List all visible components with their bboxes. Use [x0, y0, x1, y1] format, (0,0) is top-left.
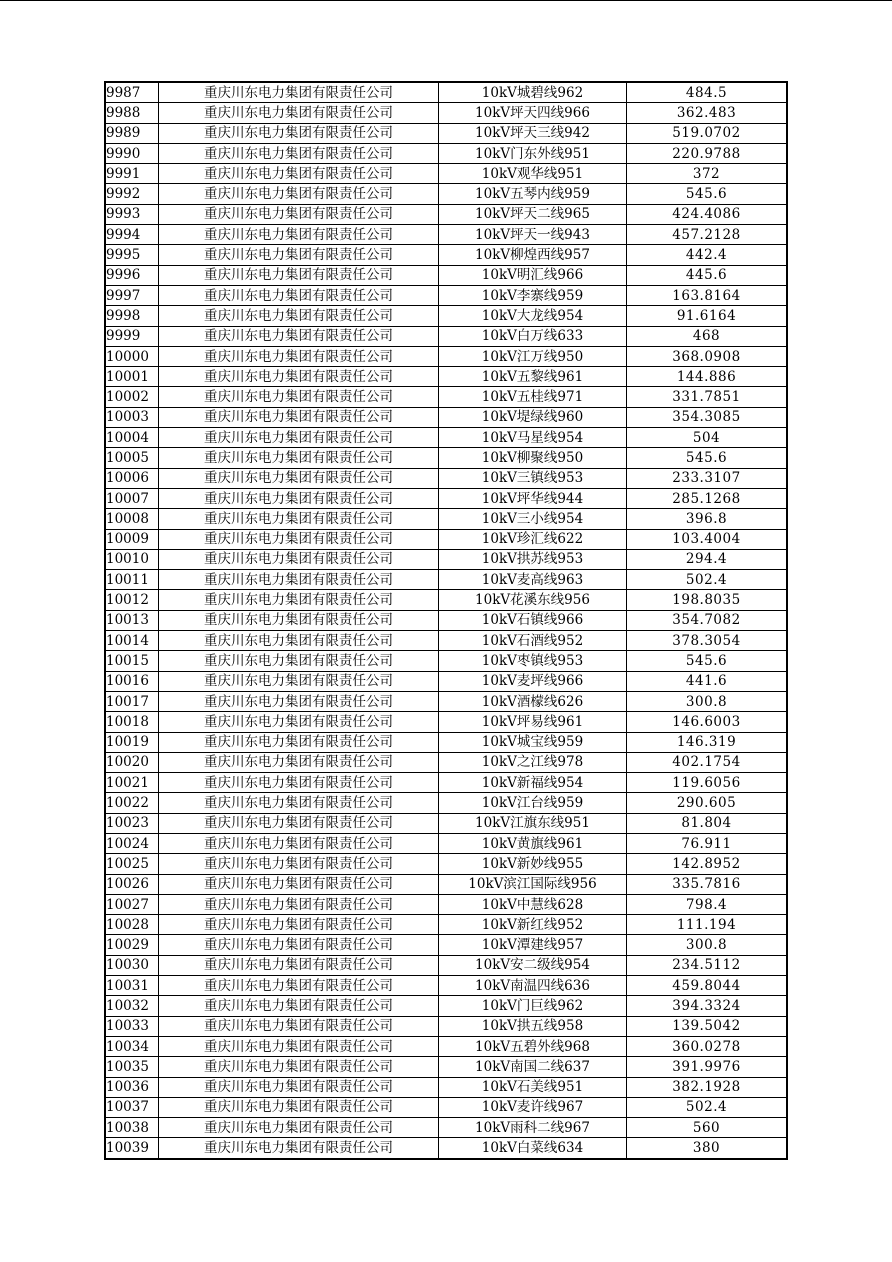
value-cell: 290.605: [627, 793, 788, 813]
line-name-cell: 10kV安二级线954: [439, 955, 627, 975]
company-cell: 重庆川东电力集团有限责任公司: [159, 225, 439, 245]
row-number-cell: 10010: [105, 549, 159, 569]
table-row: [105, 1097, 787, 1117]
line-name-cell: 10kV江万线950: [439, 346, 627, 366]
row-number-cell: 9998: [105, 306, 159, 326]
value-cell: 502.4: [627, 1097, 788, 1117]
company-cell: 重庆川东电力集团有限责任公司: [159, 631, 439, 651]
row-number-cell: 9988: [105, 103, 159, 123]
row-number-cell: 10024: [105, 833, 159, 853]
table-row: [105, 773, 787, 793]
company-cell: 重庆川东电力集团有限责任公司: [159, 955, 439, 975]
table-row: [105, 184, 787, 204]
value-cell: 103.4004: [627, 529, 788, 549]
line-name-cell: 10kV五碧外线968: [439, 1036, 627, 1056]
row-number-cell: 10019: [105, 732, 159, 752]
company-cell: 重庆川东电力集团有限责任公司: [159, 976, 439, 996]
value-cell: 459.8044: [627, 976, 788, 996]
row-number-cell: 9989: [105, 123, 159, 143]
line-name-cell: 10kV中慧线628: [439, 894, 627, 914]
value-cell: 331.7851: [627, 387, 788, 407]
table-row: [105, 103, 787, 123]
company-cell: 重庆川东电力集团有限责任公司: [159, 1057, 439, 1077]
row-number-cell: 10015: [105, 651, 159, 671]
table-row: [105, 204, 787, 224]
company-cell: 重庆川东电力集团有限责任公司: [159, 752, 439, 772]
line-name-cell: 10kV新妙线955: [439, 854, 627, 874]
value-cell: 798.4: [627, 894, 788, 914]
value-cell: 382.1928: [627, 1077, 788, 1097]
company-cell: 重庆川东电力集团有限责任公司: [159, 996, 439, 1016]
line-name-cell: 10kV三镇线953: [439, 468, 627, 488]
row-number-cell: 10036: [105, 1077, 159, 1097]
company-cell: 重庆川东电力集团有限责任公司: [159, 367, 439, 387]
company-cell: 重庆川东电力集团有限责任公司: [159, 1036, 439, 1056]
company-cell: 重庆川东电力集团有限责任公司: [159, 488, 439, 508]
company-cell: 重庆川东电力集团有限责任公司: [159, 732, 439, 752]
company-cell: 重庆川东电力集团有限责任公司: [159, 691, 439, 711]
line-name-cell: 10kV珍汇线622: [439, 529, 627, 549]
line-name-cell: 10kV之江线978: [439, 752, 627, 772]
row-number-cell: 9999: [105, 326, 159, 346]
line-name-cell: 10kV麦坪线966: [439, 671, 627, 691]
table-row: [105, 488, 787, 508]
row-number-cell: 10005: [105, 448, 159, 468]
value-cell: 545.6: [627, 448, 788, 468]
value-cell: 111.194: [627, 915, 788, 935]
line-name-cell: 10kV五琴内线959: [439, 184, 627, 204]
value-cell: 424.4086: [627, 204, 788, 224]
table-row: [105, 752, 787, 772]
company-cell: 重庆川东电力集团有限责任公司: [159, 407, 439, 427]
value-cell: 233.3107: [627, 468, 788, 488]
table-row: [105, 976, 787, 996]
value-cell: 335.7816: [627, 874, 788, 894]
company-cell: 重庆川东电力集团有限责任公司: [159, 813, 439, 833]
value-cell: 502.4: [627, 570, 788, 590]
company-cell: 重庆川东电力集团有限责任公司: [159, 894, 439, 914]
table-row: [105, 671, 787, 691]
row-number-cell: 9994: [105, 225, 159, 245]
value-cell: 146.6003: [627, 712, 788, 732]
table-row: [105, 468, 787, 488]
company-cell: 重庆川东电力集团有限责任公司: [159, 1138, 439, 1159]
value-cell: 402.1754: [627, 752, 788, 772]
line-name-cell: 10kV门巨线962: [439, 996, 627, 1016]
line-name-cell: 10kV观华线951: [439, 164, 627, 184]
value-cell: 468: [627, 326, 788, 346]
value-cell: 360.0278: [627, 1036, 788, 1056]
table-row: [105, 1016, 787, 1036]
value-cell: 368.0908: [627, 346, 788, 366]
value-cell: 354.3085: [627, 407, 788, 427]
row-number-cell: 9993: [105, 204, 159, 224]
line-name-cell: 10kV五桂线971: [439, 387, 627, 407]
row-number-cell: 10028: [105, 915, 159, 935]
row-number-cell: 9990: [105, 143, 159, 163]
row-number-cell: 10037: [105, 1097, 159, 1117]
line-name-cell: 10kV城碧线962: [439, 82, 627, 103]
line-name-cell: 10kV柳煌西线957: [439, 245, 627, 265]
table-row: [105, 874, 787, 894]
line-name-cell: 10kV新红线952: [439, 915, 627, 935]
company-cell: 重庆川东电力集团有限责任公司: [159, 245, 439, 265]
line-name-cell: 10kV江旗东线951: [439, 813, 627, 833]
table-row: [105, 935, 787, 955]
line-name-cell: 10kV花溪东线956: [439, 590, 627, 610]
table-row: [105, 610, 787, 630]
company-cell: 重庆川东电力集团有限责任公司: [159, 265, 439, 285]
company-cell: 重庆川东电力集团有限责任公司: [159, 448, 439, 468]
row-number-cell: 10002: [105, 387, 159, 407]
company-cell: 重庆川东电力集团有限责任公司: [159, 123, 439, 143]
company-cell: 重庆川东电力集团有限责任公司: [159, 570, 439, 590]
table-row: [105, 326, 787, 346]
table-row: [105, 245, 787, 265]
row-number-cell: 10014: [105, 631, 159, 651]
row-number-cell: 10012: [105, 590, 159, 610]
value-cell: 445.6: [627, 265, 788, 285]
table-row: [105, 590, 787, 610]
value-cell: 144.886: [627, 367, 788, 387]
row-number-cell: 10013: [105, 610, 159, 630]
table-row: [105, 1118, 787, 1138]
value-cell: 220.9788: [627, 143, 788, 163]
line-name-cell: 10kV潭建线957: [439, 935, 627, 955]
line-name-cell: 10kV拱五线958: [439, 1016, 627, 1036]
table-row: [105, 793, 787, 813]
value-cell: 504: [627, 428, 788, 448]
row-number-cell: 9997: [105, 285, 159, 305]
line-name-cell: 10kV堤绿线960: [439, 407, 627, 427]
table-body: [105, 82, 787, 1159]
table-row: [105, 854, 787, 874]
company-cell: 重庆川东电力集团有限责任公司: [159, 854, 439, 874]
value-cell: 163.8164: [627, 285, 788, 305]
company-cell: 重庆川东电力集团有限责任公司: [159, 82, 439, 103]
line-name-cell: 10kV拱苏线953: [439, 549, 627, 569]
value-cell: 484.5: [627, 82, 788, 103]
table-row: [105, 407, 787, 427]
company-cell: 重庆川东电力集团有限责任公司: [159, 285, 439, 305]
line-name-cell: 10kV石美线951: [439, 1077, 627, 1097]
table-row: [105, 164, 787, 184]
table-row: [105, 894, 787, 914]
table-row: [105, 448, 787, 468]
line-name-cell: 10kV五黎线961: [439, 367, 627, 387]
line-name-cell: 10kV石酒线952: [439, 631, 627, 651]
company-cell: 重庆川东电力集团有限责任公司: [159, 1118, 439, 1138]
line-name-cell: 10kV雨科二线967: [439, 1118, 627, 1138]
line-name-cell: 10kV坪易线961: [439, 712, 627, 732]
row-number-cell: 10022: [105, 793, 159, 813]
line-name-cell: 10kV黄旗线961: [439, 833, 627, 853]
row-number-cell: 10030: [105, 955, 159, 975]
company-cell: 重庆川东电力集团有限责任公司: [159, 387, 439, 407]
row-number-cell: 9996: [105, 265, 159, 285]
value-cell: 560: [627, 1118, 788, 1138]
company-cell: 重庆川东电力集团有限责任公司: [159, 915, 439, 935]
company-cell: 重庆川东电力集团有限责任公司: [159, 346, 439, 366]
company-cell: 重庆川东电力集团有限责任公司: [159, 509, 439, 529]
row-number-cell: 10038: [105, 1118, 159, 1138]
table-row: [105, 732, 787, 752]
table-row: [105, 529, 787, 549]
company-cell: 重庆川东电力集团有限责任公司: [159, 164, 439, 184]
row-number-cell: 10004: [105, 428, 159, 448]
value-cell: 394.3324: [627, 996, 788, 1016]
table-row: [105, 82, 787, 103]
company-cell: 重庆川东电力集团有限责任公司: [159, 712, 439, 732]
table-row: [105, 996, 787, 1016]
row-number-cell: 10027: [105, 894, 159, 914]
table-row: [105, 691, 787, 711]
table-row: [105, 428, 787, 448]
row-number-cell: 10003: [105, 407, 159, 427]
company-cell: 重庆川东电力集团有限责任公司: [159, 671, 439, 691]
line-name-cell: 10kV白菜线634: [439, 1138, 627, 1159]
line-name-cell: 10kV滨江国际线956: [439, 874, 627, 894]
line-name-cell: 10kV麦高线963: [439, 570, 627, 590]
value-cell: 300.8: [627, 691, 788, 711]
row-number-cell: 10032: [105, 996, 159, 1016]
row-number-cell: 10000: [105, 346, 159, 366]
value-cell: 519.0702: [627, 123, 788, 143]
table-row: [105, 1138, 787, 1159]
row-number-cell: 10025: [105, 854, 159, 874]
company-cell: 重庆川东电力集团有限责任公司: [159, 326, 439, 346]
company-cell: 重庆川东电力集团有限责任公司: [159, 935, 439, 955]
company-cell: 重庆川东电力集团有限责任公司: [159, 306, 439, 326]
row-number-cell: 10017: [105, 691, 159, 711]
row-number-cell: 10007: [105, 488, 159, 508]
value-cell: 457.2128: [627, 225, 788, 245]
value-cell: 441.6: [627, 671, 788, 691]
value-cell: 76.911: [627, 833, 788, 853]
value-cell: 300.8: [627, 935, 788, 955]
company-cell: 重庆川东电力集团有限责任公司: [159, 1097, 439, 1117]
company-cell: 重庆川东电力集团有限责任公司: [159, 184, 439, 204]
table-row: [105, 387, 787, 407]
table-row: [105, 225, 787, 245]
row-number-cell: 10039: [105, 1138, 159, 1159]
value-cell: 378.3054: [627, 631, 788, 651]
company-cell: 重庆川东电力集团有限责任公司: [159, 833, 439, 853]
company-cell: 重庆川东电力集团有限责任公司: [159, 529, 439, 549]
line-name-cell: 10kV南温四线636: [439, 976, 627, 996]
value-cell: 294.4: [627, 549, 788, 569]
line-name-cell: 10kV石镇线966: [439, 610, 627, 630]
row-number-cell: 10008: [105, 509, 159, 529]
table-row: [105, 143, 787, 163]
company-cell: 重庆川东电力集团有限责任公司: [159, 468, 439, 488]
company-cell: 重庆川东电力集团有限责任公司: [159, 793, 439, 813]
line-name-cell: 10kV李寨线959: [439, 285, 627, 305]
table-row: [105, 265, 787, 285]
row-number-cell: 9991: [105, 164, 159, 184]
line-name-cell: 10kV坪天一线943: [439, 225, 627, 245]
line-name-cell: 10kV坪天四线966: [439, 103, 627, 123]
line-name-cell: 10kV城宝线959: [439, 732, 627, 752]
value-cell: 545.6: [627, 184, 788, 204]
row-number-cell: 10023: [105, 813, 159, 833]
table-row: [105, 367, 787, 387]
table-row: [105, 915, 787, 935]
company-cell: 重庆川东电力集团有限责任公司: [159, 204, 439, 224]
line-name-cell: 10kV麦许线967: [439, 1097, 627, 1117]
value-cell: 285.1268: [627, 488, 788, 508]
company-cell: 重庆川东电力集团有限责任公司: [159, 874, 439, 894]
line-name-cell: 10kV门东外线951: [439, 143, 627, 163]
value-cell: 442.4: [627, 245, 788, 265]
company-cell: 重庆川东电力集团有限责任公司: [159, 103, 439, 123]
table-row: [105, 1057, 787, 1077]
company-cell: 重庆川东电力集团有限责任公司: [159, 1016, 439, 1036]
value-cell: 545.6: [627, 651, 788, 671]
row-number-cell: 9995: [105, 245, 159, 265]
line-name-cell: 10kV马星线954: [439, 428, 627, 448]
company-cell: 重庆川东电力集团有限责任公司: [159, 610, 439, 630]
row-number-cell: 10018: [105, 712, 159, 732]
value-cell: 354.7082: [627, 610, 788, 630]
data-table: [104, 81, 788, 1160]
row-number-cell: 10021: [105, 773, 159, 793]
value-cell: 142.8952: [627, 854, 788, 874]
table-row: [105, 509, 787, 529]
table-row: [105, 651, 787, 671]
line-name-cell: 10kV白万线633: [439, 326, 627, 346]
row-number-cell: 10035: [105, 1057, 159, 1077]
table-row: [105, 346, 787, 366]
row-number-cell: 10031: [105, 976, 159, 996]
value-cell: 362.483: [627, 103, 788, 123]
row-number-cell: 10033: [105, 1016, 159, 1036]
line-name-cell: 10kV三小线954: [439, 509, 627, 529]
value-cell: 380: [627, 1138, 788, 1159]
value-cell: 91.6164: [627, 306, 788, 326]
line-name-cell: 10kV酒檬线626: [439, 691, 627, 711]
company-cell: 重庆川东电力集团有限责任公司: [159, 773, 439, 793]
line-name-cell: 10kV坪华线944: [439, 488, 627, 508]
row-number-cell: 9987: [105, 82, 159, 103]
value-cell: 396.8: [627, 509, 788, 529]
table-row: [105, 833, 787, 853]
table-row: [105, 955, 787, 975]
row-number-cell: 10026: [105, 874, 159, 894]
row-number-cell: 10029: [105, 935, 159, 955]
line-name-cell: 10kV大龙线954: [439, 306, 627, 326]
row-number-cell: 9992: [105, 184, 159, 204]
table-row: [105, 813, 787, 833]
row-number-cell: 10006: [105, 468, 159, 488]
line-name-cell: 10kV枣镇线953: [439, 651, 627, 671]
company-cell: 重庆川东电力集团有限责任公司: [159, 1077, 439, 1097]
line-name-cell: 10kV南国二线637: [439, 1057, 627, 1077]
company-cell: 重庆川东电力集团有限责任公司: [159, 549, 439, 569]
value-cell: 234.5112: [627, 955, 788, 975]
line-name-cell: 10kV新福线954: [439, 773, 627, 793]
value-cell: 139.5042: [627, 1016, 788, 1036]
company-cell: 重庆川东电力集团有限责任公司: [159, 651, 439, 671]
company-cell: 重庆川东电力集团有限责任公司: [159, 428, 439, 448]
line-name-cell: 10kV坪天二线965: [439, 204, 627, 224]
table-row: [105, 549, 787, 569]
line-name-cell: 10kV柳聚线950: [439, 448, 627, 468]
table-row: [105, 306, 787, 326]
table-row: [105, 123, 787, 143]
table-row: [105, 570, 787, 590]
value-cell: 81.804: [627, 813, 788, 833]
row-number-cell: 10011: [105, 570, 159, 590]
row-number-cell: 10001: [105, 367, 159, 387]
value-cell: 198.8035: [627, 590, 788, 610]
company-cell: 重庆川东电力集团有限责任公司: [159, 590, 439, 610]
row-number-cell: 10016: [105, 671, 159, 691]
table-row: [105, 1077, 787, 1097]
value-cell: 372: [627, 164, 788, 184]
row-number-cell: 10034: [105, 1036, 159, 1056]
page-top-rule: [0, 0, 892, 1]
row-number-cell: 10009: [105, 529, 159, 549]
value-cell: 391.9976: [627, 1057, 788, 1077]
table-row: [105, 631, 787, 651]
line-name-cell: 10kV明汇线966: [439, 265, 627, 285]
value-cell: 146.319: [627, 732, 788, 752]
company-cell: 重庆川东电力集团有限责任公司: [159, 143, 439, 163]
line-name-cell: 10kV江台线959: [439, 793, 627, 813]
value-cell: 119.6056: [627, 773, 788, 793]
table-row: [105, 285, 787, 305]
table-row: [105, 1036, 787, 1056]
line-name-cell: 10kV坪天三线942: [439, 123, 627, 143]
row-number-cell: 10020: [105, 752, 159, 772]
table-row: [105, 712, 787, 732]
